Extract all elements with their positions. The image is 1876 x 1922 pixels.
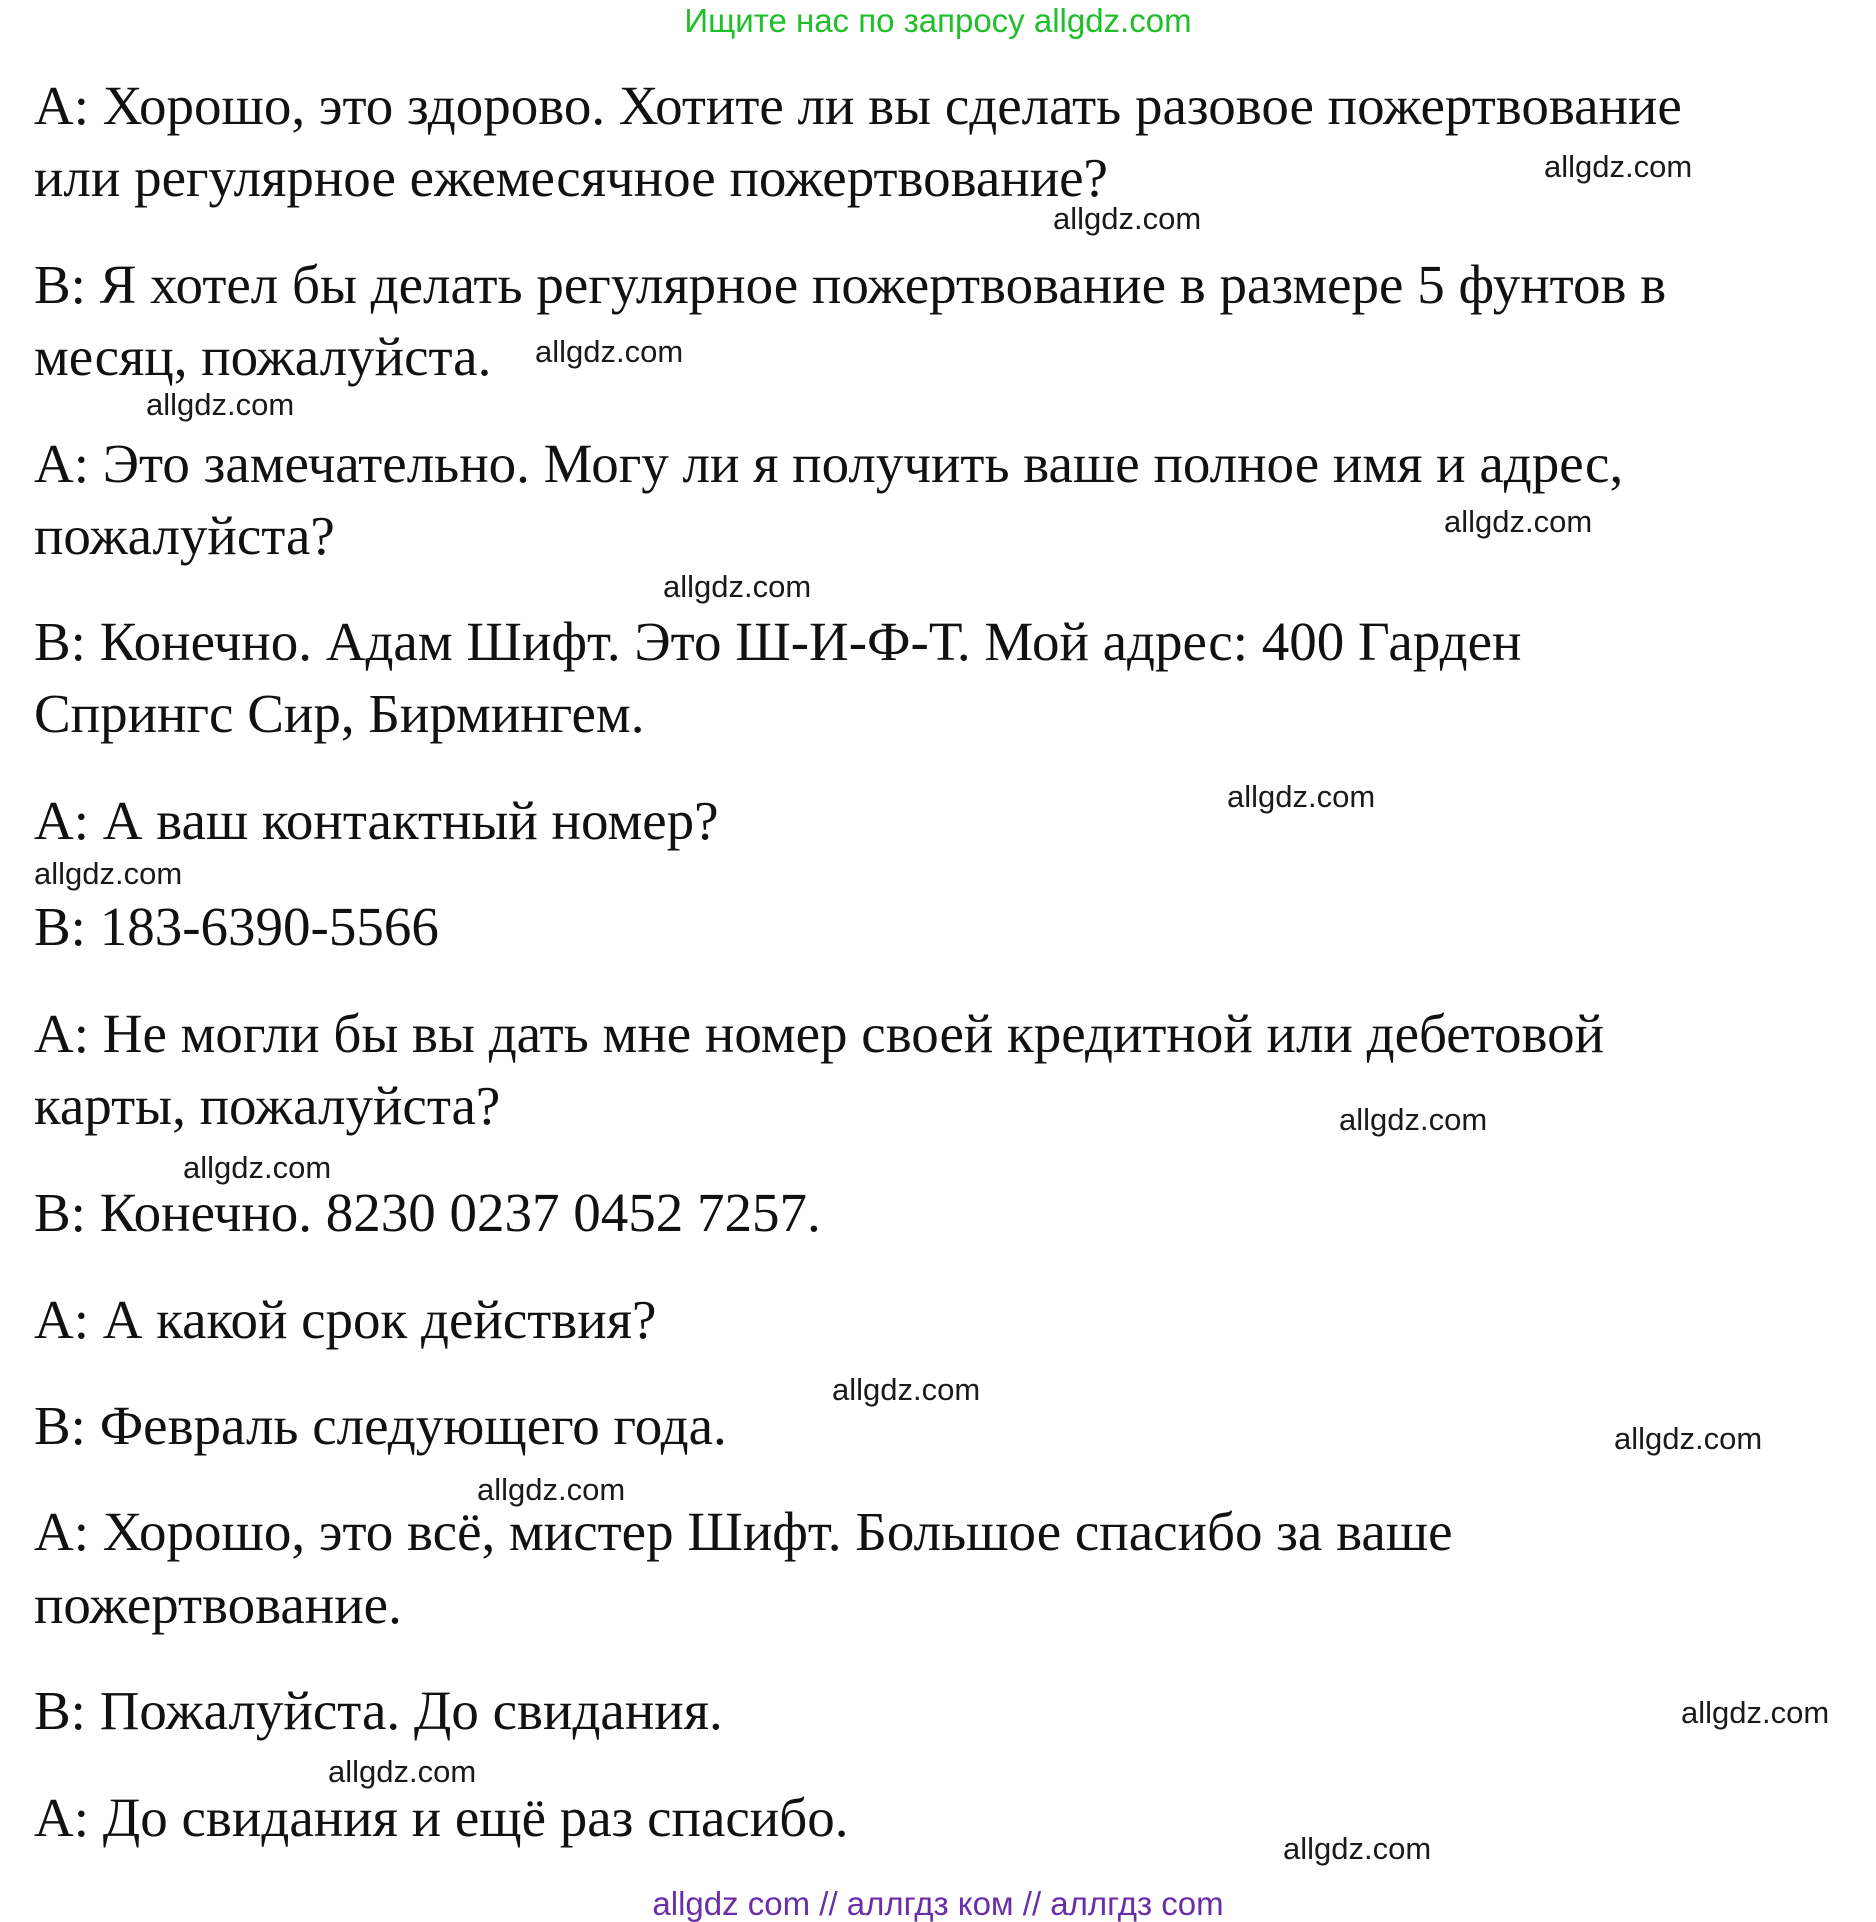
dialogue-line: A: Не могли бы вы дать мне номер своей кредитной или дебетовой <box>34 1003 1604 1064</box>
watermark: allgdz.com <box>1283 1831 1432 1866</box>
dialogue-line: или регулярное ежемесячное пожертвование? <box>34 147 1108 208</box>
watermark: allgdz.com <box>1444 504 1593 539</box>
dialogue-line: B: Конечно. Адам Шифт. Это Ш-И-Ф-Т. Мой адрес: 400 Гарден <box>34 611 1522 672</box>
watermark: allgdz.com <box>34 856 183 891</box>
watermark: allgdz.com <box>535 334 684 369</box>
watermark: allgdz.com <box>477 1472 626 1507</box>
watermark: allgdz.com <box>1339 1102 1488 1137</box>
watermark: allgdz.com <box>1681 1695 1830 1730</box>
watermark: allgdz.com <box>832 1372 981 1407</box>
watermark: allgdz.com <box>183 1150 332 1185</box>
dialogue-line: B: Февраль следующего года. <box>34 1395 727 1456</box>
dialogue-line: A: А какой срок действия? <box>34 1289 657 1350</box>
watermark: allgdz.com <box>663 569 812 604</box>
watermark: allgdz.com <box>1614 1421 1763 1456</box>
footer-watermark: allgdz com // аллгдз ком // аллгдз com <box>652 1885 1224 1922</box>
dialogue-line: A: Хорошо, это здорово. Хотите ли вы сделать разовое пожертвование <box>34 75 1682 136</box>
dialogue-line: B: 183-6390-5566 <box>34 896 439 957</box>
dialogue-line: B: Пожалуйста. До свидания. <box>34 1680 723 1741</box>
watermark: allgdz.com <box>328 1754 477 1789</box>
watermark: allgdz.com <box>1227 779 1376 814</box>
dialogue-line: A: Хорошо, это всё, мистер Шифт. Большое спасибо за ваше <box>34 1501 1453 1562</box>
dialogue-line: карты, пожалуйста? <box>34 1075 501 1136</box>
dialogue-line: A: До свидания и ещё раз спасибо. <box>34 1787 849 1848</box>
dialogue-line: B: Конечно. 8230 0237 0452 7257. <box>34 1182 821 1243</box>
watermark: allgdz.com <box>146 387 295 422</box>
dialogue-line: Спрингс Сир, Бирмингем. <box>34 683 645 744</box>
dialogue-line: A: Это замечательно. Могу ли я получить ваше полное имя и адрес, <box>34 433 1624 494</box>
top-banner: Ищите нас по запросу allgdz.com <box>684 2 1192 39</box>
dialogue-line: пожертвование. <box>34 1574 402 1635</box>
dialogue-line: месяц, пожалуйста. <box>34 326 492 387</box>
watermark: allgdz.com <box>1544 149 1693 184</box>
watermark: allgdz.com <box>1053 201 1202 236</box>
dialogue-line: B: Я хотел бы делать регулярное пожертвование в размере 5 фунтов в <box>34 254 1667 315</box>
dialogue-line: пожалуйста? <box>34 505 335 566</box>
dialogue-line: A: А ваш контактный номер? <box>34 790 719 851</box>
